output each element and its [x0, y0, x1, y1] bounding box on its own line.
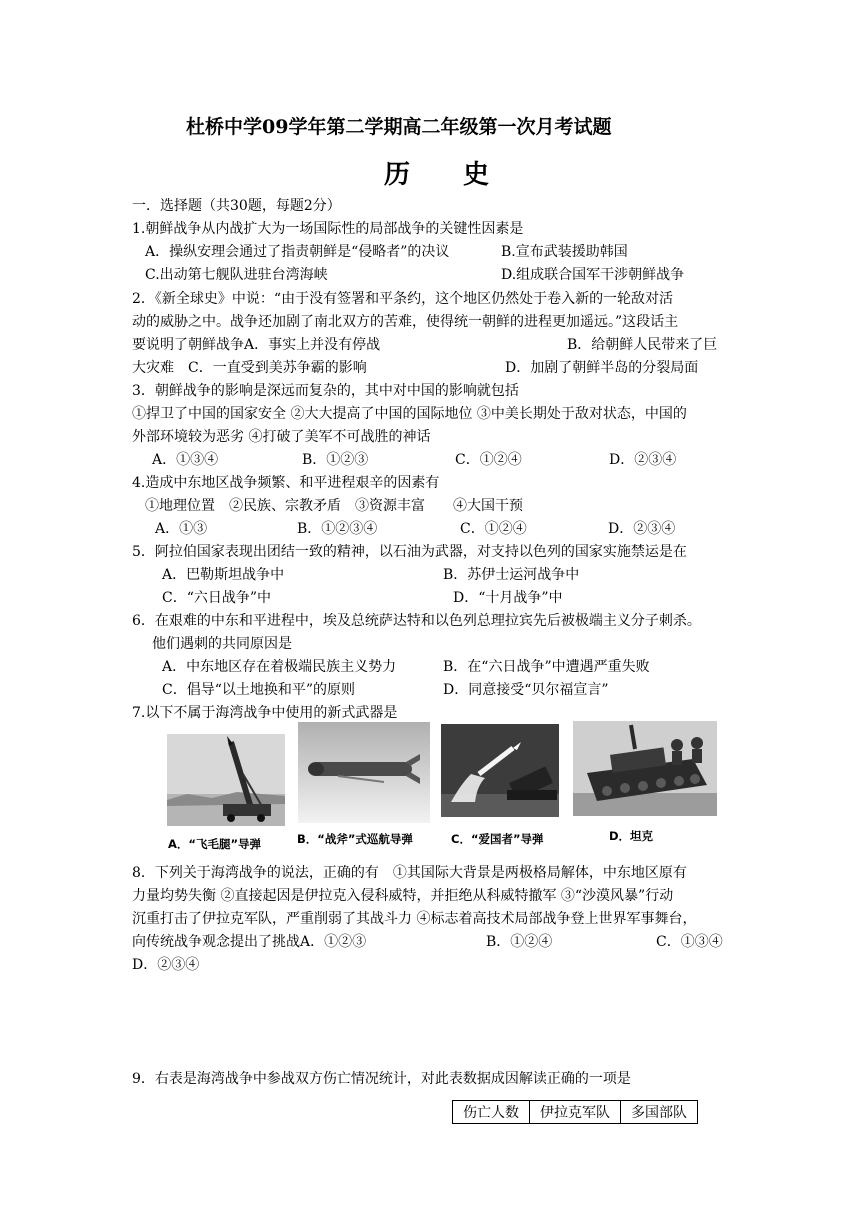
q4-option-d: D．②③④	[608, 521, 676, 537]
caption-d: D．坦克	[609, 829, 654, 843]
section-heading: 一．选择题（共30题，每题2分）	[132, 198, 341, 214]
q8-option-c: C．①③④	[656, 934, 723, 950]
q2-option-d: D．加剧了朝鲜半岛的分裂局面	[505, 360, 699, 376]
q3-option-d: D．②③④	[609, 452, 677, 468]
q3-line-2: ①捍卫了中国的国家安全 ②大大提高了中国的国际地位 ③中美长期处于敌对状态，中国的	[132, 406, 687, 422]
q6-line-2: 他们遇刺的共同原因是	[152, 636, 292, 652]
caption-a: A．“飞毛腿”导弹	[168, 837, 262, 851]
q4-option-a: A．①③	[155, 521, 208, 537]
q3-option-a: A．①③④	[152, 452, 219, 468]
q4-factors: ①地理位置 ②民族、宗教矛盾 ③资源丰富 ④大国干预	[145, 498, 523, 514]
q6-line-1: 6．在艰难的中东和平进程中，埃及总统萨达特和以色列总理拉宾先后被极端主义分子刺杀。	[132, 613, 701, 629]
exam-title: 杜桥中学09学年第二学期高二年级第一次月考试题	[186, 116, 612, 138]
q3-stem: 3．朝鲜战争的影响是深远而复杂的，其中对中国的影响就包括	[132, 383, 519, 399]
q2-line-4: 大灾难 C．一直受到美苏争霸的影响	[132, 360, 367, 376]
q8-line-1: 8．下列关于海湾战争的说法，正确的有 ①其国际大背景是两极格局解体，中东地区原有	[132, 865, 687, 881]
q3-line-3: 外部环境较为恶劣 ④打破了美军不可战胜的神话	[132, 429, 431, 445]
q4-option-b: B．①②③④	[297, 521, 378, 537]
q1-option-d: D.组成联合国军干涉朝鲜战争	[501, 267, 685, 283]
q5-option-b: B．苏伊士运河战争中	[443, 567, 580, 583]
scud-missile-photo	[167, 734, 285, 826]
tank-photo	[573, 721, 717, 816]
q4-option-c: C．①②④	[460, 521, 527, 537]
q6-option-c: C．倡导“以土地换和平”的原则	[162, 682, 356, 698]
q3-option-c: C．①②④	[455, 452, 522, 468]
q5-option-a: A．巴勒斯坦战争中	[162, 567, 285, 583]
table-header-cell: 伊拉克军队	[530, 1101, 621, 1124]
subject-heading: 历 史	[384, 160, 512, 190]
caption-b: B．“战斧”式巡航导弹	[297, 832, 413, 846]
tomahawk-missile-photo	[298, 722, 430, 823]
casualty-table	[452, 1100, 698, 1124]
q5-option-d: D．“十月战争”中	[453, 590, 563, 606]
q8-line-2: 力量均势失衡 ②直接起因是伊拉克入侵科威特，并拒绝从科威特撤军 ③“沙漠风暴”行动	[132, 888, 674, 904]
q2-line-2: 动的威胁之中。战争还加剧了南北双方的苦难，使得统一朝鲜的进程更加遥远。”这段话主	[132, 314, 679, 330]
q8-option-d: D．②③④	[132, 957, 200, 973]
q6-option-a: A．中东地区存在着极端民族主义势力	[162, 659, 397, 675]
q1-option-a: A．操纵安理会通过了指责朝鲜是“侵略者”的决议	[145, 244, 450, 260]
q1-stem: 1.朝鲜战争从内战扩大为一场国际性的局部战争的关键性因素是	[132, 221, 524, 237]
q1-option-b: B.宣布武装援助韩国	[501, 244, 628, 260]
q7-stem: 7.以下不属于海湾战争中使用的新式武器是	[132, 705, 398, 721]
q8-line-4: 向传统战争观念提出了挑战A．①②③	[132, 934, 367, 950]
q3-option-b: B．①②③	[302, 452, 369, 468]
q8-line-3: 沉重打击了伊拉克军队，严重削弱了其战斗力 ④标志着高技术局部战争登上世界军事舞台，	[132, 911, 697, 927]
q4-stem: 4.造成中东地区战争频繁、和平进程艰辛的因素有	[132, 475, 440, 491]
q5-stem: 5．阿拉伯国家表现出团结一致的精神，以石油为武器，对支持以色列的国家实施禁运是在	[132, 544, 687, 560]
q6-option-b: B．在“六日战争”中遭遇严重失败	[443, 659, 650, 675]
q6-option-d: D．同意接受“贝尔福宣言”	[443, 682, 609, 698]
q5-option-c: C．“六日战争”中	[162, 590, 272, 606]
table-header-row	[453, 1101, 698, 1124]
q2-option-b: B．给朝鲜人民带来了巨	[567, 337, 718, 353]
caption-c: C．“爱国者”导弹	[451, 832, 544, 846]
q2-line-1: 2．《新全球史》中说：“由于没有签署和平条约，这个地区仍然处于卷入新的一轮敌对活	[132, 291, 674, 307]
q8-option-b: B．①②④	[486, 934, 553, 950]
q9-stem: 9．右表是海湾战争中参战双方伤亡情况统计，对此表数据成因解读正确的一项是	[132, 1071, 631, 1087]
table-header-cell: 多国部队	[621, 1101, 698, 1124]
table-header-cell: 伤亡人数	[453, 1101, 530, 1124]
q2-line-3: 要说明了朝鲜战争A．事实上并没有停战	[132, 337, 381, 353]
patriot-missile-photo	[441, 724, 559, 817]
q1-option-c: C.出动第七舰队进驻台湾海峡	[145, 267, 328, 283]
